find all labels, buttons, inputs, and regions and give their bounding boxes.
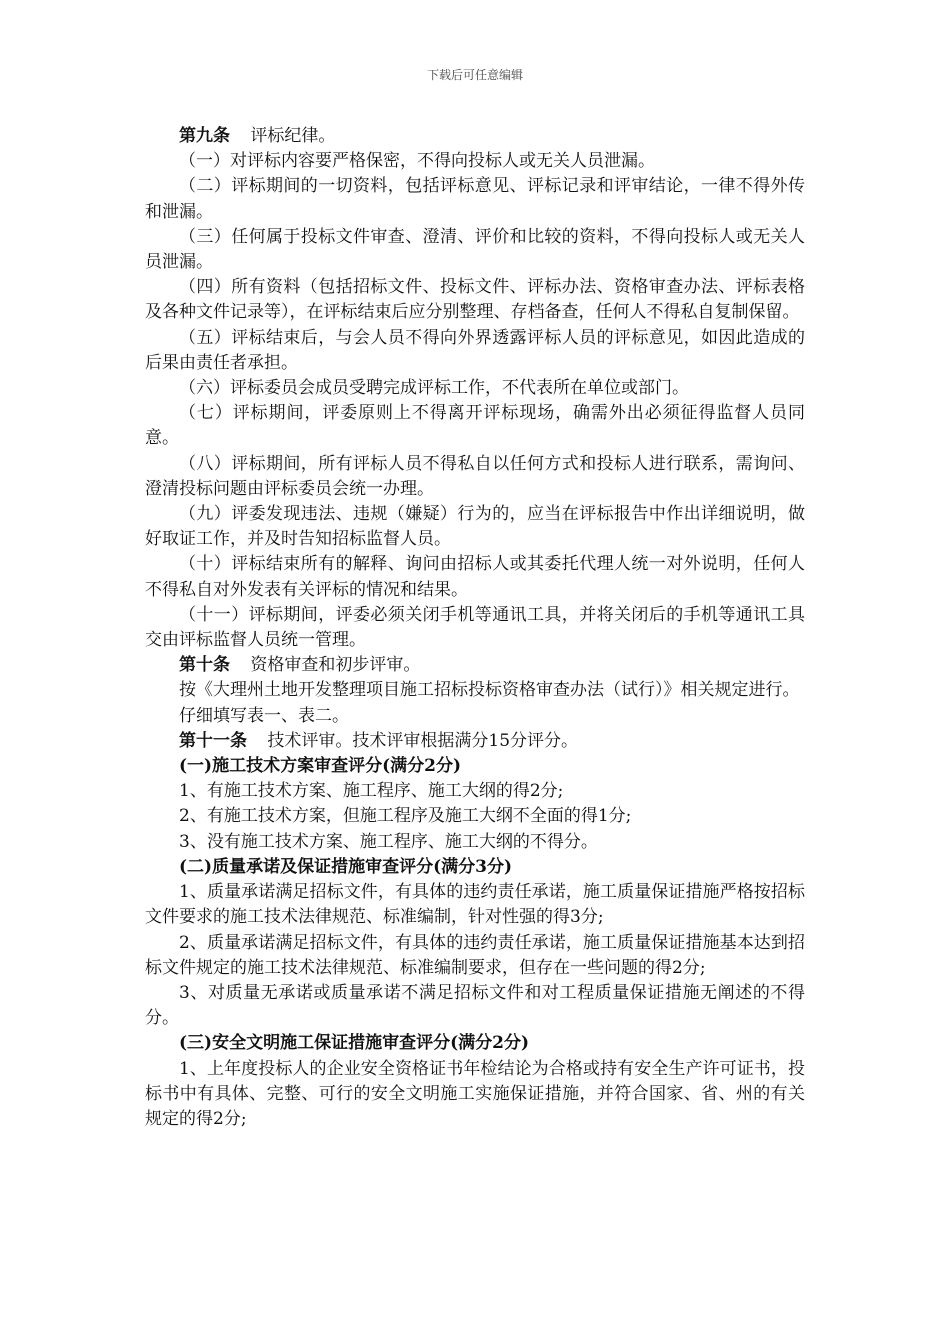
article-label: 第十一条 — [179, 730, 247, 751]
page-header: 下载后可任意编辑 — [426, 68, 523, 82]
section-heading: (一)施工技术方案审查评分(满分2分) — [179, 756, 462, 777]
section-heading: (三)安全文明施工保证措施审查评分(满分2分) — [179, 1033, 530, 1054]
paragraph: （八）评标期间，所有评标人员不得私自以任何方式和投标人进行联系，需询问、澄清投标问题由评标委员会统一办理。 — [145, 453, 805, 499]
paragraph: （三）任何属于投标文件审查、澄清、评价和比较的资料，不得向投标人或无关人员泄漏。 — [145, 226, 805, 273]
article-10 — [145, 653, 805, 678]
paragraph: 仔细填写表一、表二。 — [179, 705, 349, 726]
paragraph: （十一）评标期间，评委必须关闭手机等通讯工具，并将关闭后的手机等通讯工具交由评标监督人员统一管理。 — [145, 604, 805, 651]
paragraph: （七）评标期间，评委原则上不得离开评标现场，确需外出必须征得监督人员同意。 — [145, 403, 805, 449]
article-11 — [145, 729, 805, 754]
list-item: 1、上年度投标人的企业安全资格证书年检结论为合格或持有安全生产许可证书，投标书中有具体、完整、可行的安全文明施工实施保证措施，并符合国家、省、州的有关规定的得2分; — [145, 1058, 805, 1129]
paragraph: 按《大理州土地开发整理项目施工招标投标资格审查办法（试行）》相关规定进行。 — [179, 680, 800, 701]
article-title: 资格审查和初步评审。 — [250, 655, 421, 676]
article-title: 评标纪律。 — [250, 126, 336, 146]
paragraph: （五）评标结束后，与会人员不得向外界透露评标人员的评标意见，如因此造成的后果由责任者承担。 — [145, 327, 805, 373]
article-label: 第九条 — [179, 126, 230, 146]
paragraph: （九）评委发现违法、违规（嫌疑）行为的，应当在评标报告中作出详细说明，做好取证工作，并及时告知招标监督人员。 — [145, 504, 805, 550]
paragraph: （十）评标结束所有的解释、询问由招标人或其委托代理人统一对外说明，任何人不得私自对外发表有关评标的情况和结果。 — [145, 554, 805, 600]
list-item: 1、有施工技术方案、施工程序、施工大纲的得2分; — [179, 781, 564, 802]
article-label: 第十条 — [179, 655, 230, 676]
section-heading: (二)质量承诺及保证措施审查评分(满分3分) — [179, 856, 513, 877]
article-title: 技术评审。技术评审根据满分15分评分。 — [267, 730, 579, 751]
article-9 — [145, 124, 805, 149]
paragraph: （一）对评标内容要严格保密，不得向投标人或无关人员泄漏。 — [179, 151, 655, 172]
list-item: 1、质量承诺满足招标文件，有具体的违约责任承诺，施工质量保证措施严格按招标文件要求的施工技术法律规范、标准编制，针对性强的得3分; — [145, 882, 805, 928]
paragraph: （六）评标委员会成员受聘完成评标工作，不代表所在单位或部门。 — [179, 378, 689, 399]
list-item: 2、质量承诺满足招标文件，有具体的违约责任承诺，施工质量保证措施基本达到招标文件规定的施工技术法律规范、标准编制要求，但存在一些问题的得2分; — [145, 932, 805, 978]
document-body — [145, 124, 805, 1132]
paragraph: （四）所有资料（包括招标文件、投标文件、评标办法、资格审查办法、评标表格及各种文件记录等），在评标结束后应分别整理、存档备查，任何人不得私自复制保留。 — [145, 277, 805, 323]
paragraph: （二）评标期间的一切资料，包括评标意见、评标记录和评审结论，一律不得外传和泄漏。 — [145, 176, 805, 222]
list-item: 3、没有施工技术方案、施工程序、施工大纲的不得分。 — [179, 831, 598, 852]
list-item: 3、对质量无承诺或质量承诺不满足招标文件和对工程质量保证措施无阐述的不得分。 — [145, 982, 805, 1029]
list-item: 2、有施工技术方案，但施工程序及施工大纲不全面的得1分; — [179, 806, 632, 827]
